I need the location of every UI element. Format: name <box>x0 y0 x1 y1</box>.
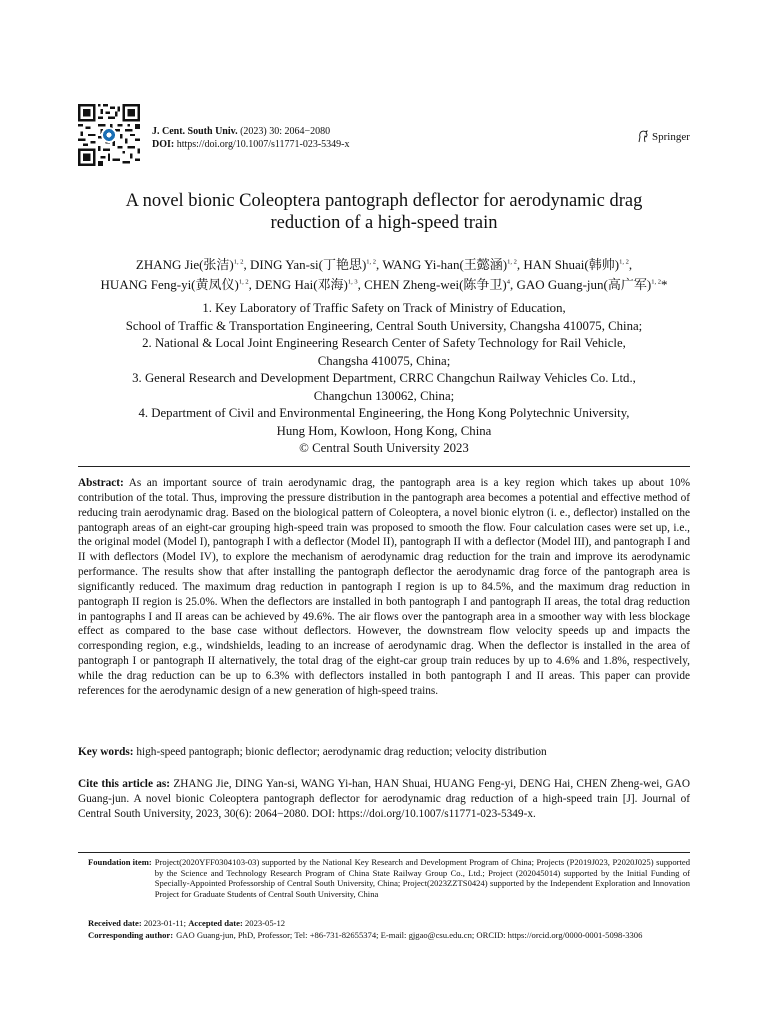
foundation-label: Foundation item: <box>88 857 152 867</box>
publisher-name: Springer <box>652 130 690 143</box>
received-date: 2023-01-11; <box>143 918 187 928</box>
affiliation-line: 3. General Research and Development Department, CRRC Changchun Railway Vehicles Co. Ltd., <box>132 371 636 385</box>
foundation-text: Project(2020YFF0304103-03) supported by the National Key Research and Development Program of China; Projects (P2019J023, P2020J025) supported by the Science and Technology Research Program of China State Railway Group Co., Ltd.; Project (202045014) supported by the Initial Funding of Specially-Appointed Professorship of Central South University, China; Project(2023ZZTS0424) supported by the Independent Exploration and Innovation Project for Graduate Students of Central South University, China <box>154 857 690 900</box>
foundation-item <box>88 857 690 900</box>
accepted-date: 2023-05-12 <box>245 918 286 928</box>
author-list: ZHANG Jie(张洁)$^{1, 2}$, DING Yan-si(丁艳思)$^{1, 2}$, WANG Yi-han(王懿涵)$^{1, 2}$, HAN Shuai(韩帅)$^{1, 2}$, HUANG Feng-yi(黄凤仪)$^{1, 2}$, DENG Hai(邓海)$^{1, 3}$, CHEN Zheng-wei(陈争卫)$^4$, GAO Guang-jun(高广军)$^{1, 2}$* <box>100 257 668 292</box>
affiliation-line: Hung Hom, Kowloon, Hong Kong, China <box>276 423 492 438</box>
qr-code <box>78 104 140 166</box>
accepted-label: Accepted date: <box>188 918 243 928</box>
copyright: © Central South University 2023 <box>299 441 469 455</box>
abstract-label: Abstract: <box>78 477 124 489</box>
author: WANG Yi-han(王懿涵) <box>382 257 508 272</box>
keywords-label: Key words: <box>78 746 134 758</box>
affiliation-line: 2. National & Local Joint Engineering Research Center of Safety Technology for Rail Vehicle, <box>142 336 626 350</box>
affiliation-line: Changsha 410075, China; <box>317 353 451 368</box>
footnote-divider <box>78 852 690 853</box>
paper-title: A novel bionic Coleoptera pantograph deflector for aerodynamic drag reduction of a high-speed train <box>125 191 643 233</box>
affiliations <box>60 300 708 458</box>
journal-citation <box>152 125 350 151</box>
affiliation-line: School of Traffic & Transportation Engineering, Central South University, Changsha 410075, China; <box>125 318 643 333</box>
author: GAO Guang-jun(高广军) <box>516 277 652 292</box>
affiliation-line: 1. Key Laboratory of Traffic Safety on Track of Ministry of Education, <box>202 301 566 315</box>
corresponding-author <box>88 930 690 941</box>
corresponding-text: GAO Guang-jun, PhD, Professor; Tel: +86-731-82655374; E-mail: gjgao@csu.edu.cn; ORCID: https://orcid.org/0000-0001-5098-3306 <box>176 930 643 940</box>
doi-link[interactable]: https://doi.org/10.1007/s11771-023-5349-x <box>176 139 350 150</box>
keywords <box>78 745 690 760</box>
springer-horse-icon <box>637 130 649 143</box>
journal-name: J. Cent. South Univ. <box>152 126 238 137</box>
author: CHEN Zheng-wei(陈争卫) <box>364 277 507 292</box>
affiliation-line: Changchun 130062, China; <box>313 388 455 403</box>
received-label: Received date: <box>88 918 142 928</box>
author: DING Yan-si(丁艳思) <box>250 257 367 272</box>
author: DENG Hai(邓海) <box>255 277 348 292</box>
springer-logo <box>637 130 690 143</box>
abstract-text: As an important source of train aerodynamic drag, the pantograph area is a key region which takes up about 10% contribution of the total. Thus, improving the pressure distribution in the pantograph area becomes a potential and effective method of reducing train aerodynamic drag. Based on the biological pattern of Coleoptera, a novel bionic elytron (i. e., deflector) installed on the pantograph areas of an eight-car grouping high-speed train was proposed to smooth the flow. Four calculation cases were set up, i.e., the original model (Model I), pantograph I with a deflector (Model II), pantograph II with a deflector (Model III), and pantograph I and II with deflectors (Model IV), to explore the mechanism of aerodynamic drag reduction for the train and improve its aerodynamic performance. The results show that after installing the pantograph deflector the aerodynamic drag force of the pantograph area is significantly reduced. The maximum drag reduction in pantograph I region is up to 84.5%, and the maximum drag reduction in pantograph II region is 25.0%. When the deflectors are installed in both pantograph I and pantograph II areas, the total drag reduction in pantographs I and II areas can be achieved by 49.6%. The air flows over the pantograph area in a smoother way with less blockage effect as compared to the base case without deflectors. However, the downstream flow velocity speeds up and impacts the corresponding region, e.g., windshields, leading to an increase of aerodynamic drag. When the deflector is installed in the area of pantograph I or pantograph II alternatively, the total drag of the eight-car group train reduces by up to 4.6% and 1.8%, respectively, while the drag reduction can be up to 6.3% with deflectors installed in both pantograph I and II areas. This paper can provide references for the aerodynamic design of a new generation of high-speed trains. <box>78 477 691 697</box>
corresponding-label: Corresponding author: <box>88 930 174 940</box>
journal-issue: (2023) 30: 2064−2080 <box>240 126 331 137</box>
author: ZHANG Jie(张洁) <box>135 257 234 272</box>
abstract <box>78 476 690 699</box>
affiliation-line: 4. Department of Civil and Environmental Engineering, the Hong Kong Polytechnic University, <box>138 406 630 420</box>
corresponding-mark: * <box>660 277 668 292</box>
keywords-text: high-speed pantograph; bionic deflector; aerodynamic drag reduction; velocity distribution <box>136 746 547 758</box>
author: HAN Shuai(韩帅) <box>523 257 620 272</box>
citation-label: Cite this article as: <box>78 778 171 790</box>
citation-text: ZHANG Jie, DING Yan-si, WANG Yi-han, HAN Shuai, HUANG Feng-yi, DENG Hai, CHEN Zheng-wei, GAO Guang-jun. A novel bionic Coleoptera pantograph deflector for aerodynamic drag reduction of a high-speed train [J]. Journal of Central South University, 2023, 30(6): 2064−2080. DOI: https://doi.org/10.1007/s11771-023-5349-x. <box>78 778 690 820</box>
doi-label: DOI: <box>152 139 175 150</box>
top-divider <box>78 466 690 467</box>
author: HUANG Feng-yi(黄凤仪) <box>100 277 239 292</box>
dates <box>88 918 690 929</box>
citation <box>78 777 690 822</box>
